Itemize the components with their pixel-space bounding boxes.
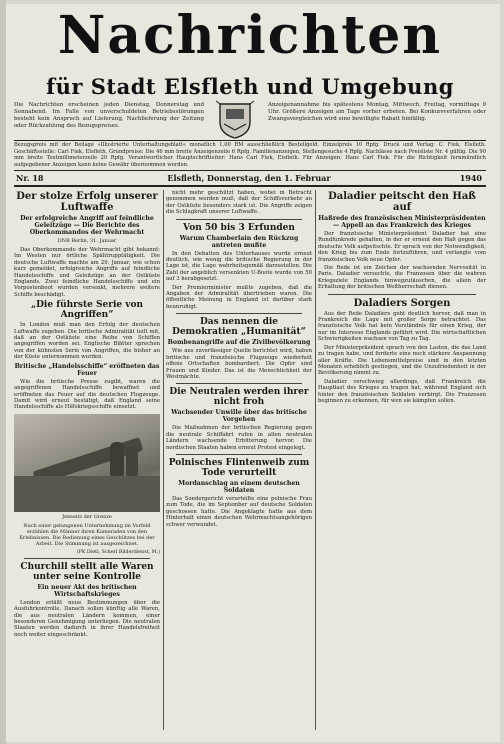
headline: Churchill stellt alle Waren unter seine Kontrolle [20, 561, 154, 582]
headline: Das nennen die Demokratien „Humanität“ [172, 317, 306, 338]
subheadline: Mordanschlag an einem deutschen Soldaten [178, 479, 300, 494]
headline: Polnisches Flintenweib zum Tode verurteilt [168, 457, 310, 478]
photo-credit: (PK Dietl, Scherl Bilderdienst, M.) [76, 549, 160, 555]
article-text: Daladier verschwieg allerdings, daß Frankreich die Hauptlast des Krieges zu tragen hat, während England sich hinter den französischen Soldaten verbirgt. Die Franzosen beginnen zu erkennen, für wen sie kämpfen sollen. [318, 378, 486, 404]
town-crest-icon [212, 100, 258, 140]
column-1 [14, 190, 160, 730]
headline: „Die führste Serie von Angriffen“ [30, 300, 144, 321]
divider [176, 219, 302, 220]
article-text: Das Sondergericht verurteilte eine polnische Frau zum Tode, die im September auf deutsche Soldaten geschossen hatte. Die Angeklagte hatte aus dem Hinterhalt einen deutschen Wehrmachtsangehörigen schwer verwundet. [166, 495, 312, 528]
article-text: Wie die britische Presse zugibt, waren die angegriffenen Handelsschiffe bewaffnet und eröffneten das Feuer auf die deutschen Flugzeuge. Damit wird erneut bestätigt, daß England seine Handelsschiffe als Hilfskriegsschiffe einsetzt. [14, 378, 160, 411]
subheadline: Ein neuer Akt des britischen Wirtschaftskrieges [37, 583, 137, 598]
article-text: nicht mehr geschützt haben, wobei in Betracht genommen werden muß, daß der Schiffsverkehr an der Ostküste besonders stark ist. Die Angriffe zeigen die Schlagkraft unserer Luftwaffe. [166, 190, 312, 216]
subheadline: Britische „Handelsschiffe“ eröffneten das Feuer [14, 362, 160, 377]
column-2 [166, 190, 312, 730]
photo-figure-shape [110, 442, 124, 476]
header-left-notice: Die Nachrichten erscheinen jeden Dienstag, Donnerstag und Sonnabend. Im Falle von unverschuldeten Betriebsstörungen besteht kein Anspruch auf Lieferung, Nachlieferung der Zeitung oder Rückzahlung des Bezugspreises. [14, 102, 204, 129]
subheadline: Haßrede des französischen Ministerpräsidenten — Appell an das Frankreich des Krieges [318, 215, 486, 229]
divider [176, 383, 302, 384]
subheadline: Der erfolgreiche Angriff auf feindliche Geleitzüge — Die Berichte des Oberkommandos der Wehrmacht [20, 215, 154, 236]
news-photo [14, 414, 160, 512]
header-right-notice: Anzeigenannahme bis spätestens Montag, Mittwoch, Freitag, vormittags 9 Uhr. Größere Anzeigen am Tage vorher erbeten. Bei Konkursverfahren oder Zwangsvergleichen wird eine bewilligte Rabatt hinfällig. [268, 102, 486, 122]
column-3 [318, 190, 486, 730]
issue-year: 1940 [459, 173, 482, 183]
article-text: Die Maßnahmen der britischen Regierung gegen die neutrale Schiffahrt rufen in allen neutralen Ländern wachsende Erbitterung hervor. Die nordischen Staaten haben erneut Protest eingelegt. [166, 425, 312, 451]
divider [176, 454, 302, 455]
divider [14, 140, 486, 141]
masthead-subtitle: für Stadt Elsfleth und Umgebung [46, 74, 454, 99]
article-text: Aus der Rede Daladiers geht deutlich hervor, daß man in Frankreich die Lage mit großer Sorge betrachtet. Das französische Volk hat kein Verständnis für einen Krieg, der nur im Interesse Englands geführt wird. Die wirtschaftlichen Schwierigkeiten wachsen von Tag zu Tag. [318, 310, 486, 343]
article-text: Der Ministerpräsident sprach von den Lasten, die das Land zu tragen habe, und forderte eine noch stärkere Anspannung aller Kräfte. Die Lebensmittelpreise sind in den letzten Monaten erheblich gestiegen, und die Unzufriedenheit in der Bevölkerung nimmt zu. [318, 344, 486, 377]
headline: Daladier peitscht den Haß auf [328, 191, 476, 213]
headline: Die Neutralen werden ihrer nicht froh [169, 387, 309, 408]
article-text: In den Debatten des Unterhauses wurde erneut deutlich, wie wenig die britische Regierung in der Lage ist, die Lage wahrheitsgemäß darzustellen. Die Zahl der angeblich versenkten U-Boote wurde von 50 auf 3 herabgesetzt. [166, 250, 312, 283]
headline: Daladiers Sorgen [353, 297, 451, 309]
article-text: Der französische Ministerpräsident Daladier hat eine Rundfunkrede gehalten, in der er erneut den Haß gegen das deutsche Volk aufpeitschte. Er sprach von der Notwendigkeit, den Krieg bis zum Ende fortzuführen, und verlangte vom französischen Volk neue Opfer. [318, 231, 486, 263]
article-text: London erläßt neue Bestimmungen über die Ausfuhrkontrolle. Danach sollen künftig alle Waren, die aus neutralen Ländern kommen, einer besonderen Genehmigung unterliegen. Die neutralen Staaten werden dadurch in ihrer Handelsfreiheit noch weiter eingeschränkt. [14, 599, 160, 638]
article-text: Der Premierminister mußte zugeben, daß die Angaben der Admiralität übertrieben waren. Die öffentliche Meinung in England ist darüber stark beunruhigt. [166, 284, 312, 310]
divider [24, 558, 150, 559]
photo-caption: Jenseits der Grenze [62, 513, 112, 520]
subheadline: Bombenangriffe auf die Zivilbevölkerung [167, 339, 311, 347]
article-text: Die Rede ist ein Zeichen der wachsenden Nervosität in Paris. Daladier versuchte, die Franzosen über die wahren Kriegsziele Englands hinwegzutäuschen, die allein der Erhaltung der britischen Weltherrschaft dienen. [318, 265, 486, 291]
subheadline: Wachsender Unwille über das britische Vorgehen [171, 409, 307, 424]
info-bar: Bezugspreis mit der Beilage »Illustrierte Unterhaltungsblatt« monatlich 1,00 RM ausschließlich Bestellgeld. Einzelpreis 10 Rpfg. Druck und Verlag: C. Fiek, Elsfleth. Geschäftsstelle: Carl Fiek, Elsfleth, Grundpreise: Die 46 mm breite Anzeigenzeile 6 Rpfg. Familienanzeigen, Stellengesuche 4 Rpfg. Nachlässe nach Preisliste Nr. 4 gültig. Die 90 mm breite Textmillimeterzeile 20 Rpfg. Verantwortlicher Hauptschriftleiter: Hans Carl Fiek, Elsfleth. Für Anzeigen: Hans Carl Fiek. Für die Richtigkeit fernmündlich aufgegebener Anzeigen kann keine Gewähr übernommen werden. [14, 142, 486, 168]
place-date: Elsfleth, Donnerstag, den 1. Februar [167, 173, 331, 183]
photo-base-shape [14, 476, 160, 512]
headline: Von 50 bis 3 Erfunden [183, 222, 295, 233]
divider [176, 313, 302, 314]
article-text: Wie aus zuverlässiger Quelle berichtet wird, haben britische und französische Flugzeuge wiederholt offene Ortschaften bombardiert. Die Opfer sind Frauen und Kinder. Das ist die Menschlichkeit der Westmächte. [166, 348, 312, 380]
article-text: Das Oberkommando der Wehrmacht gibt bekannt: Im Westen nur örtliche Spähtrupptätigkeit. Die deutsche Luftwaffe machte am 29. Januar, wie schon kurz gemeldet, erfolgreiche Angriffe auf feindliche Handelsschiffe und Geleitzüge an der Ostküste Englands. Zwei feindliche Handelsschiffe und ein Vorpostenboot wurden versenkt, mehrere weitere Schiffe beschädigt. [14, 247, 160, 298]
headline: Der stolze Erfolg unserer Luftwaffe [16, 191, 158, 213]
divider [14, 170, 486, 171]
dateline [14, 172, 486, 184]
masthead-title: Nachrichten [57, 5, 443, 66]
column-divider [163, 190, 164, 730]
subheadline: Warum Chamberlain den Rückzug antreten mußte [179, 234, 299, 249]
photo-note: Nach einer gelungenen Unternehmung im Vorfeld erzählen die Männer ihren Kameraden von den Erlebnissen. Die Bedienung eines Geschützes bei der Arbeit. Die Stimmung ist ausgezeichnet. [19, 522, 155, 547]
photo-figure-shape [126, 446, 138, 476]
masthead [10, 6, 490, 70]
divider [328, 294, 476, 295]
article-text: In London muß man den Erfolg der deutschen Luftwaffe zugeben. Die britische Admiralität teilt mit, daß an der Ostküste eine Reihe von Schiffen angegriffen worden sei. Englische Blätter sprechen von der kühnsten Serie von Angriffen, die bisher an der Küste unternommen wurden. [14, 322, 160, 361]
issue-number: Nr. 18 [16, 173, 44, 183]
divider [14, 185, 486, 187]
column-divider [315, 190, 316, 730]
dateline-note: DNB Berlin, 31. Januar [57, 238, 117, 244]
